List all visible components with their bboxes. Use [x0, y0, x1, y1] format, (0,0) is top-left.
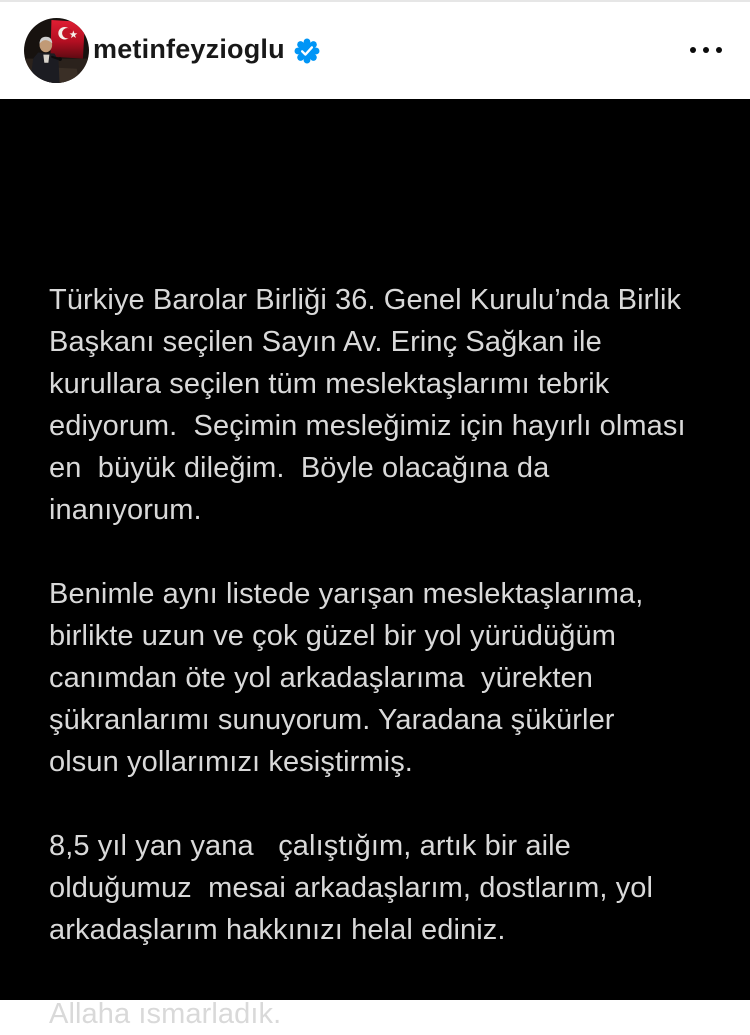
- post-text-line: ediyorum. Seçimin mesleğimiz için hayırlı olması: [49, 410, 686, 442]
- more-options-dot: [716, 47, 722, 53]
- more-options-dot: [703, 47, 709, 53]
- post-text-line: arkadaşlarım hakkınızı helal ediniz.: [49, 914, 506, 946]
- post-text-line: olduğumuz mesai arkadaşlarım, dostlarım, yol: [49, 872, 654, 904]
- paragraph: [49, 993, 719, 1035]
- post-header: [0, 2, 750, 97]
- avatar-photo: [24, 18, 89, 83]
- post-text: [49, 279, 719, 1035]
- more-options-button[interactable]: [689, 36, 723, 64]
- username-row: [93, 2, 320, 97]
- verified-badge-icon: [294, 38, 320, 64]
- turkish-flag: [50, 20, 85, 59]
- post-text-line: Benimle aynı listede yarışan meslektaşlarıma,: [49, 578, 644, 610]
- username[interactable]: metinfeyzioglu: [93, 34, 285, 64]
- post-text-line: Başkanı seçilen Sayın Av. Erinç Sağkan ile: [49, 326, 602, 358]
- post-image[interactable]: [0, 99, 750, 1030]
- paragraph: [49, 825, 719, 951]
- post-text-line: olsun yollarımızı kesiştirmiş.: [49, 746, 413, 778]
- avatar[interactable]: [24, 18, 89, 83]
- post-text-line: inanıyorum.: [49, 494, 202, 526]
- post-text-line: Türkiye Barolar Birliği 36. Genel Kurulu’nda Birlik: [49, 284, 682, 316]
- paragraph: [49, 573, 719, 783]
- post-text-line: canımdan öte yol arkadaşlarıma yürekten: [49, 662, 593, 694]
- more-options-dot: [690, 47, 696, 53]
- post-text-line: en büyük dileğim. Böyle olacağına da: [49, 452, 550, 484]
- post-text-line: 8,5 yıl yan yana çalıştığım, artık bir aile: [49, 830, 571, 862]
- post-text-line: birlikte uzun ve çok güzel bir yol yürüdüğüm: [49, 620, 616, 652]
- post-text-line: şükranlarımı sunuyorum. Yaradana şükürler: [49, 704, 615, 736]
- post-text-line: kurullara seçilen tüm meslektaşlarımı tebrik: [49, 368, 610, 400]
- post-text-line: Allaha ısmarladık.: [49, 998, 282, 1030]
- paragraph: [49, 279, 719, 531]
